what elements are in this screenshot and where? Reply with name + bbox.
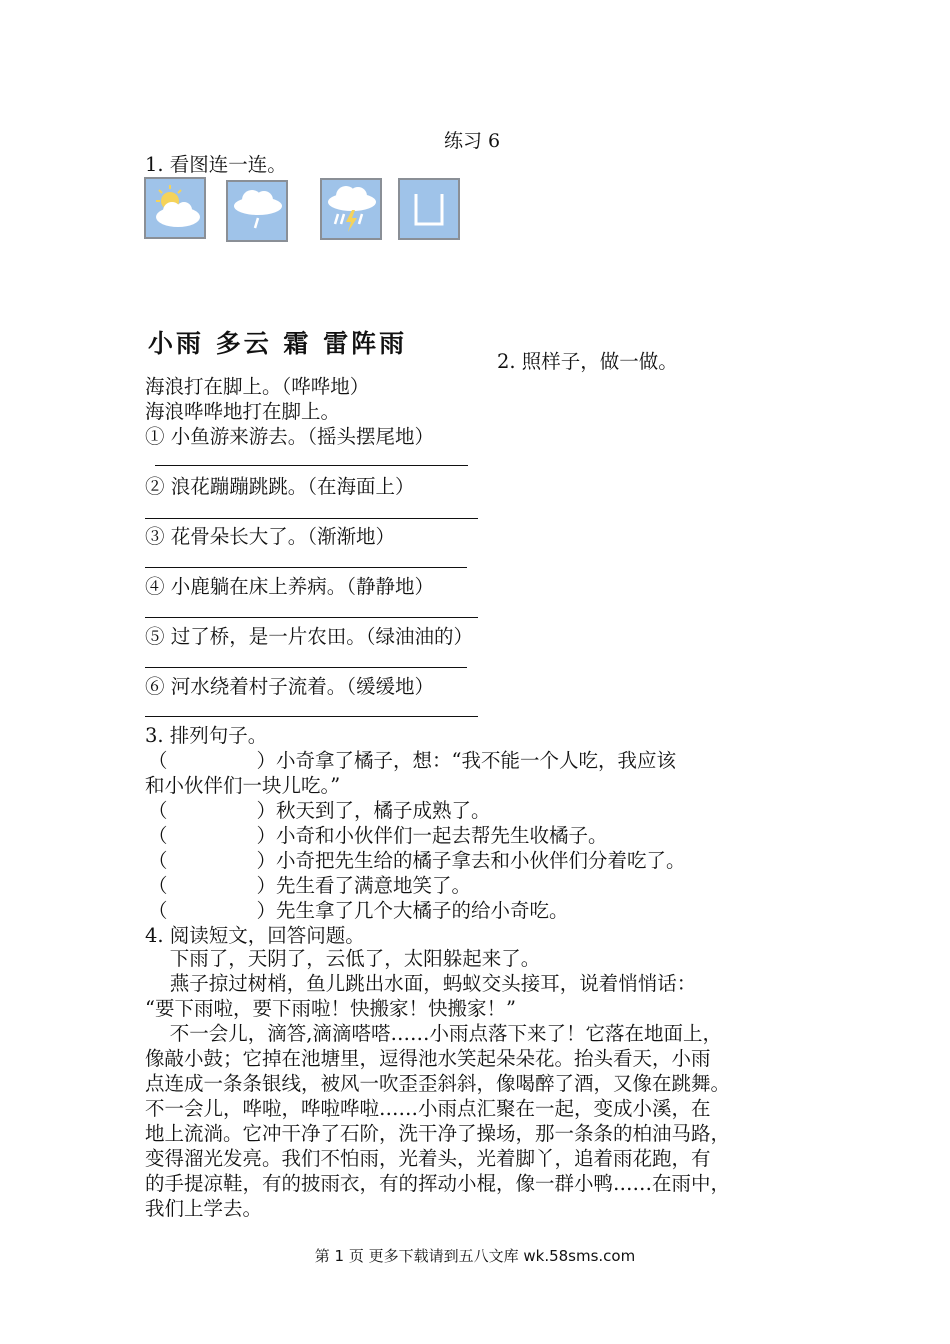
passage-line-9: 变得溜光发亮。我们不怕雨，光着头，光着脚丫，追着雨花跑，有 xyxy=(145,1147,711,1170)
answer-line-3[interactable] xyxy=(145,567,467,568)
order-row-5 xyxy=(148,873,471,898)
frost-icon xyxy=(398,178,460,240)
answer-line-4[interactable] xyxy=(145,617,478,618)
order-blank-2[interactable]: （ ） xyxy=(148,799,276,822)
page-footer: 第 1 页 更多下载请到五八文库 wk.58sms.com xyxy=(314,1247,636,1265)
order-sentence-4: 小奇把先生给的橘子拿去和小伙伴们分着吃了。 xyxy=(276,849,686,872)
light-rain-icon xyxy=(226,180,288,242)
answer-line-2[interactable] xyxy=(145,518,478,519)
q2-heading: 2. 照样子，做一做。 xyxy=(497,350,678,373)
order-sentence-1-cont: 和小伙伴们一块儿吃。” xyxy=(145,774,341,797)
answer-line-1[interactable] xyxy=(155,465,468,466)
order-row-2 xyxy=(148,798,491,823)
passage-line-4: 不一会儿，滴答,滴滴嗒嗒……小雨点落下来了！它落在地面上， xyxy=(145,1022,722,1045)
page-title: 练习 6 xyxy=(444,130,501,152)
sun-cloud-icon xyxy=(144,177,206,239)
order-blank-1[interactable]: （ ） xyxy=(148,749,276,772)
order-blank-6[interactable]: （ ） xyxy=(148,899,276,922)
q2-item-3: ③ 花骨朵长大了。（渐渐地） xyxy=(145,525,395,548)
example-answer: 海浪哗哗地打在脚上。 xyxy=(145,400,341,423)
order-sentence-1: 小奇拿了橘子，想：“我不能一个人吃，我应该 xyxy=(276,749,676,772)
passage-line-8: 地上流淌。它冲干净了石阶，洗干净了操场，那一条条的柏油马路， xyxy=(145,1122,731,1145)
q2-item-6: ⑥ 河水绕着村子流着。（缓缓地） xyxy=(145,675,434,698)
order-blank-3[interactable]: （ ） xyxy=(148,824,276,847)
answer-line-6[interactable] xyxy=(145,716,478,717)
passage-line-11: 我们上学去。 xyxy=(145,1197,263,1220)
q2-item-5: ⑤ 过了桥，是一片农田。（绿油油的） xyxy=(145,625,473,648)
passage-line-2: 燕子掠过树梢，鱼儿跳出水面，蚂蚁交头接耳，说着悄悄话： xyxy=(145,972,697,995)
thunderstorm-icon xyxy=(320,178,382,240)
passage-line-7: 不一会儿，哗啦，哗啦哗啦……小雨点汇聚在一起，变成小溪，在 xyxy=(145,1097,711,1120)
order-row-6 xyxy=(148,898,569,923)
answer-line-5[interactable] xyxy=(145,667,467,668)
passage-line-6: 点连成一条条银线，被风一吹歪歪斜斜，像喝醉了酒，又像在跳舞。 xyxy=(145,1072,731,1095)
example-sentence: 海浪打在脚上。（哗哗地） xyxy=(145,375,370,398)
q3-heading: 3. 排列句子。 xyxy=(145,724,268,747)
q2-item-1: ① 小鱼游来游去。（摇头摆尾地） xyxy=(145,425,434,448)
order-blank-5[interactable]: （ ） xyxy=(148,874,276,897)
q4-heading: 4. 阅读短文，回答问题。 xyxy=(145,924,365,947)
weather-words: 小雨 多云 霜 雷阵雨 xyxy=(148,329,408,358)
order-sentence-5: 先生看了满意地笑了。 xyxy=(276,874,472,897)
q2-item-4: ④ 小鹿躺在床上养病。（静静地） xyxy=(145,575,434,598)
order-sentence-6: 先生拿了几个大橘子的给小奇吃。 xyxy=(276,899,569,922)
order-sentence-2: 秋天到了，橘子成熟了。 xyxy=(276,799,491,822)
q2-item-2: ② 浪花蹦蹦跳跳。（在海面上） xyxy=(145,475,415,498)
passage-line-5: 像敲小鼓；它掉在池塘里，逗得池水笑起朵朵花。抬头看天，小雨 xyxy=(145,1047,711,1070)
passage-line-1: 下雨了，天阴了，云低了，太阳躲起来了。 xyxy=(145,947,541,970)
order-row-4 xyxy=(148,848,686,873)
passage-line-10: 的手提凉鞋，有的披雨衣，有的挥动小棍，像一群小鸭……在雨中， xyxy=(145,1172,731,1195)
order-row-1 xyxy=(148,748,676,773)
q1-heading: 1. 看图连一连。 xyxy=(145,153,287,176)
order-blank-4[interactable]: （ ） xyxy=(148,849,276,872)
order-row-3 xyxy=(148,823,608,848)
passage-line-3: “要下雨啦，要下雨啦！快搬家！快搬家！” xyxy=(145,997,516,1020)
order-sentence-3: 小奇和小伙伴们一起去帮先生收橘子。 xyxy=(276,824,608,847)
